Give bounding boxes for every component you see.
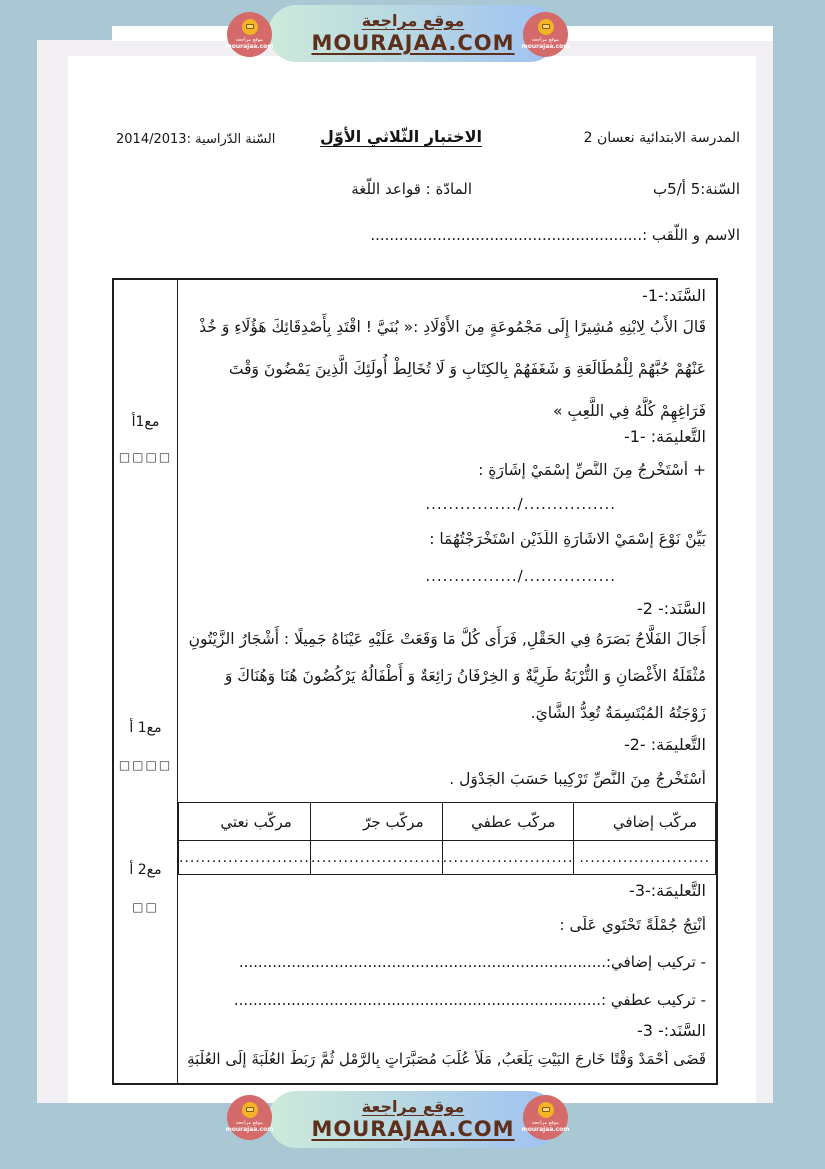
score-boxes-3: □□ (132, 900, 159, 914)
logo-caption-domain: mourajaa.com (225, 43, 274, 51)
compounds-table (178, 802, 716, 875)
site-banner-bottom (268, 1091, 558, 1148)
logo-caption-arabic: موقع مراجعة (532, 36, 559, 43)
site-domain-link[interactable]: MOURAJAA.COM (311, 1116, 515, 1141)
text2-passage: أَجَالَ الفَلَّاحُ بَصَرَهُ فِي الحَقْلِ, فَرَأَى كُلَّ مَا وَقَعَتْ عَلَيْهِ عَيْنَاهُ جَمِيلًا : أَشْجَارُ الزَّيْتُونِ مُثْقَلَةُ الأَغْصَانِ وَ التُّرْبَةُ طَرِيَّةٌ وَ الخِرْفَانُ رَائِعَةٌ وَ أَطْفَالُهُ يَرْكُضُونَ هُنَا وَهُنَاكَ وَ زَوْجَتُهُ المُبْتَسِمَةُ تُعِدُّ الشَّايَ. (188, 630, 706, 722)
logo-caption-arabic: موقع مراجعة (532, 1119, 559, 1126)
answer-blank: ................/................ (425, 567, 616, 585)
open-book-icon (538, 19, 554, 35)
answer-blank: ................/................ (425, 495, 616, 513)
logo-caption-domain: mourajaa.com (225, 1126, 274, 1134)
answer-cell: ........................ (574, 841, 716, 875)
text1-passage: قَالَ الأَبُ لِابْنِهِ مُشِيرًا إِلَى مَجْمُوعَةٍ مِنَ الأَوْلَادِ :« بُنَيَّ ! اقْتَدِ بِأَصْدِقَائِكَ هَؤُلَاءِ وَ خُذْ عَنْهُمْ حُبَّهُمْ لِلْمُطَالَعَةِ وَ شَغَفَهُمْ بِالكِتَابِ وَ لَا تُخَالِطْ أُولَئِكَ الَّذِينَ يَمْضُونَ وَقْتَ فَرَاغِهِمْ كُلَّهُ فِي اللَّعِبِ » (199, 318, 706, 420)
logo-caption-arabic: موقع مراجعة (236, 1119, 263, 1126)
column-header: مركّب إضافي (574, 803, 716, 841)
text3-label: السَّنَد:- 3- (636, 1021, 706, 1040)
task3-item-atfi: - تركيب عطفي :............................................................................. (233, 991, 706, 1009)
column-header: مركّب عطفي (442, 803, 574, 841)
site-banner-top (268, 5, 558, 62)
answer-cell: ........................ (179, 841, 311, 875)
grade-level: السّنة:5 أ/5ب (653, 180, 740, 198)
answer-cell: ........................ (310, 841, 442, 875)
task1-label: التَّعليمَة: -1- (623, 427, 706, 446)
site-logo-icon (227, 1095, 272, 1140)
logo-caption-domain: mourajaa.com (521, 43, 570, 51)
task1-question2: بَيِّنْ نَوْعَ إِسْمَيْ الاشَارَةِ اللَّذَيْنِ اسْتَخْرَجْتُهُمَا : (429, 530, 706, 548)
subject: المادّة : قواعد اللّغة (351, 180, 472, 198)
site-domain-link[interactable]: MOURAJAA.COM (311, 30, 515, 55)
score-boxes-2: □□□□ (118, 758, 173, 772)
school-name: المدرسة الابتدائية نعسان 2 (583, 130, 740, 146)
task2-question: أَسْتَخْرِجُ مِنَ النَّصِّ تَرْكِيبا حَسَبَ الجَدْوَلِ . (449, 770, 706, 788)
marks-margin-column (114, 280, 178, 1083)
task3-label: التَّعليمَة:-3- (629, 881, 706, 900)
answer-cell: ........................ (442, 841, 574, 875)
task3-item-idafi: - تركيب إضافي:............................................................................. (238, 953, 706, 971)
mark-label-1: مع1أ (131, 414, 160, 430)
exam-content-column (178, 280, 716, 1083)
logo-caption-arabic: موقع مراجعة (236, 36, 263, 43)
table-header-row (179, 803, 716, 841)
site-logo-icon (523, 1095, 568, 1140)
open-book-icon (242, 19, 258, 35)
task3-question: أُنْتِجُ جُمْلَةً تَحْتَوِي عَلَى : (559, 916, 706, 934)
task1-question1: + أَسْتَخْرِجُ مِنَ النَّصِّ إِسْمَيْ إِشَارَةٍ : (478, 461, 706, 479)
site-title-arabic: موقع مراجعة (361, 10, 465, 30)
mark-label-2: مع1 أ (129, 720, 162, 736)
text2-label: السَّنَد:- 2- (636, 599, 706, 618)
column-header: مركّب جرّ (310, 803, 442, 841)
text3-passage: قَضَى أَحْمَدْ وَقْتًا خَارِجَ البَيْتِ يَلْعَبُ, مَلَأَ عُلَبَ مُصَبَّرَاتٍ بِالرَّمْلِ ثُمَّ رَبَطَ العُلْبَةَ إِلَى العُلْبَةِ (187, 1050, 706, 1068)
text1-label: السَّنَد:-1- (642, 286, 706, 305)
column-header: مركّب نعتي (179, 803, 311, 841)
exam-title: الاختبار الثّلاثي الأوّل (320, 127, 482, 146)
logo-caption-domain: mourajaa.com (521, 1126, 570, 1134)
score-boxes-1: □□□□ (118, 450, 173, 464)
student-name-line: الاسم و اللّقب :......................................................... (370, 226, 740, 244)
school-year: السّنة الدّراسية :2014/2013 (116, 132, 276, 147)
site-logo-icon (523, 12, 568, 57)
mark-label-3: مع2 أ (129, 862, 162, 878)
table-answer-row (179, 841, 716, 875)
open-book-icon (242, 1102, 258, 1118)
site-logo-icon (227, 12, 272, 57)
open-book-icon (538, 1102, 554, 1118)
exam-body-box (112, 278, 718, 1085)
site-title-arabic: موقع مراجعة (361, 1096, 465, 1116)
task2-label: التَّعليمَة: -2- (623, 735, 706, 754)
